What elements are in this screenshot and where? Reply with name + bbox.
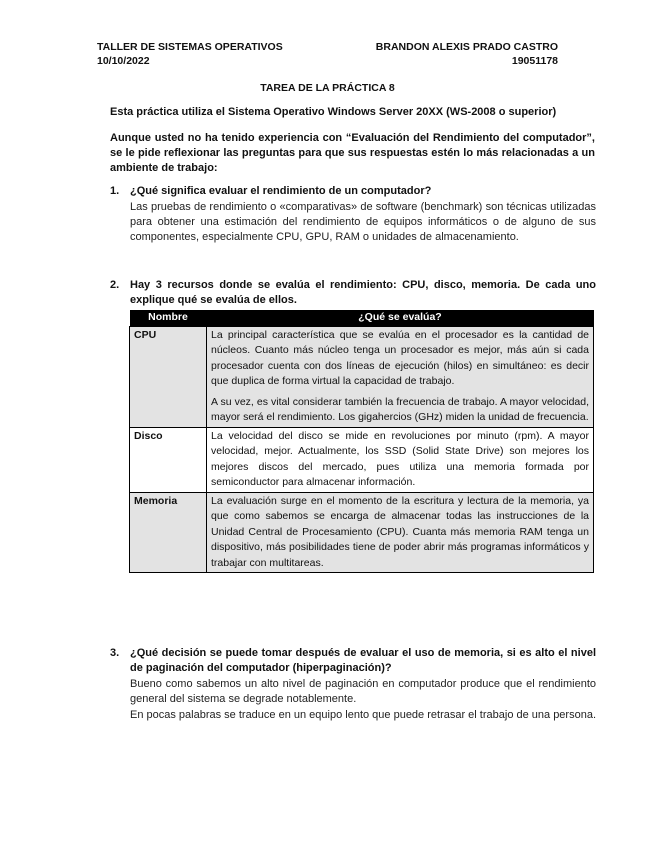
page-title: TAREA DE LA PRÁCTICA 8	[260, 82, 395, 94]
question-number: 1.	[110, 185, 120, 197]
question-text: ¿Qué significa evaluar el rendimiento de un computador?	[130, 185, 432, 197]
question-1	[110, 184, 596, 264]
question-number: 2.	[110, 279, 120, 291]
row-name: CPU	[130, 326, 207, 427]
table-row-disco	[130, 427, 594, 492]
row-description	[207, 427, 594, 492]
column-header-name: Nombre	[130, 310, 207, 326]
student-name: BRANDON ALEXIS PRADO CASTRO	[375, 41, 558, 53]
row-name: Memoria	[130, 492, 207, 573]
question-3	[110, 646, 596, 746]
question-text: Hay 3 recursos donde se evalúa el rendimiento: CPU, disco, memoria. De cada uno explique qué se evalúa de ellos.	[130, 279, 596, 306]
answer-text-2: En pocas palabras se traduce en un equipo lento que puede retrasar el trabajo de una persona.	[130, 709, 596, 721]
question-text: ¿Qué decisión se puede tomar después de evaluar el uso de memoria, si es alto el nivel de paginación del computador (hiperpaginación)?	[130, 647, 596, 674]
column-header-evaluation: ¿Qué se evalúa?	[207, 310, 594, 326]
table-header-row	[130, 310, 594, 326]
row-paragraph: La evaluación surge en el momento de la escritura y lectura de la memoria, ya que como sabemos se encarga de almacenar todas las instrucciones de la Unidad Central de Procesamiento (CPU). Cuanta más memoria RAM tenga un dispositivo, más posibilidades tiene de poder abrir más programas informáticos y trabajar con multitareas.	[211, 494, 589, 569]
question-number: 3.	[110, 647, 120, 659]
document-date: 10/10/2022	[97, 55, 150, 67]
header-right	[376, 40, 558, 68]
row-paragraph: La velocidad del disco se mide en revoluciones por minuto (rpm). A mayor velocidad, mejor. Actualmente, los SSD (Solid State Drive) son mejores los mejores discos del mercado, pues utiliza una memoria formada por semiconductor para almacenar información.	[211, 429, 589, 488]
question-2	[110, 278, 596, 310]
table-row-cpu	[130, 326, 594, 427]
answer-text-1: Bueno como sabemos un alto nivel de paginación en computador produce que el rendimiento general del sistema se degrade notablemente.	[130, 678, 596, 705]
answer-text: Las pruebas de rendimiento o «comparativas» de software (benchmark) son técnicas utilizadas para obtener una estimación del rendimiento de equipos informáticos o de alguno de sus componentes, especialmente CPU, GPU, RAM o unidades de almacenamiento.	[130, 201, 596, 243]
instructions-paragraph: Aunque usted no ha tenido experiencia con “Evaluación del Rendimiento del computador”, se le pide reflexionar las preguntas para que sus respuestas estén lo más relacionadas a un ambiente de trabajo:	[110, 132, 595, 174]
row-description	[207, 326, 594, 427]
table-row-memoria	[130, 492, 594, 573]
course-name: TALLER DE SISTEMAS OPERATIVOS	[97, 41, 283, 53]
intro-text: Esta práctica utiliza el Sistema Operativo Windows Server 20XX (WS-2008 o superior)	[110, 106, 557, 118]
header-left	[97, 40, 283, 68]
row-paragraph: La principal característica que se evalúa en el procesador es la cantidad de núcleos. Cuanto más núcleo tenga un procesador es mejor, más aún si cada procesador cuenta con dos líneas de ejecución (hilos) en simultáneo: es decir que duplica de forma virtual la capacidad de trabajo.	[211, 328, 589, 387]
row-name: Disco	[130, 427, 207, 492]
row-description	[207, 492, 594, 573]
student-id: 19051178	[511, 55, 558, 67]
evaluation-table	[129, 310, 594, 573]
row-paragraph: A su vez, es vital considerar también la frecuencia de trabajo. A mayor velocidad, mayor será el rendimiento. Los gigahercios (GHz) miden la unidad de frecuencia.	[211, 395, 589, 423]
